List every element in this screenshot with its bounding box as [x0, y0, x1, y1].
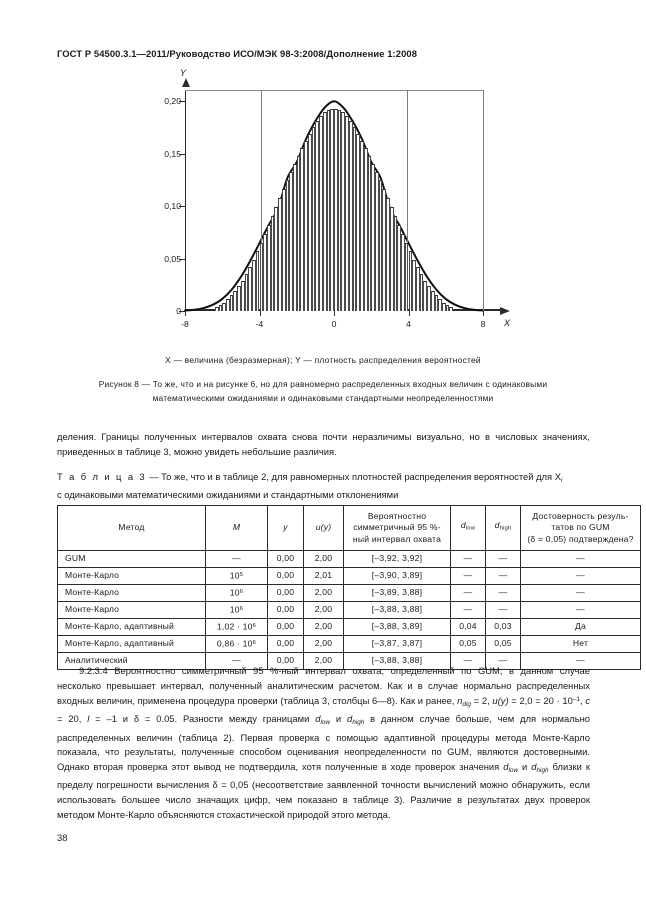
x-tick-mark [483, 311, 484, 316]
x-tick-mark [185, 311, 186, 316]
cell-gum-valid: — [521, 585, 641, 602]
formula-4: = $2,0 = 20 \cdot 10^{-1}$ [508, 695, 580, 707]
table-title [57, 470, 590, 503]
y-tick-label: 0 [176, 306, 181, 316]
table-head [58, 506, 641, 551]
cell-interval: [–3,92, 3,92] [344, 551, 451, 568]
cell-d-high: — [486, 551, 521, 568]
cell-gum-valid: — [521, 551, 641, 568]
cell-interval: [–3,89, 3,88] [344, 585, 451, 602]
table-body [58, 551, 641, 670]
cell-y: 0,00 [268, 619, 304, 636]
cell-M: $10^6$ [206, 585, 268, 602]
section-number: 9.2.3.4 [79, 665, 108, 676]
symbol-l: l [87, 713, 90, 725]
cell-method: Аналитический [58, 653, 206, 670]
table-title-line2: с одинаковыми математическими ожиданиями и стандартными отклонениями [57, 489, 399, 501]
section-text-a: Вероятностно симметричный 95 %-ный интервал охвата, определенный по GUM, в данном случае несколько превышает интервал, полученный аналитическим расчетом. Как и в случае нормально распределенных входных величин, применена процедура проверки (таблица 3, столбцы 6—8). Как и ранее, [57, 665, 590, 707]
plot-top-rule [185, 90, 483, 91]
x-tick-label: 8 [480, 319, 486, 329]
cell-uy: 2,00 [304, 619, 344, 636]
x-tick-label: -8 [181, 319, 189, 329]
cell-d-high: — [486, 653, 521, 670]
table-row [58, 585, 641, 602]
cell-gum-valid: — [521, 602, 641, 619]
symbol-ndig: $n_{dig}$ [457, 695, 471, 708]
formula-14: и [518, 761, 532, 772]
cell-M: — [206, 653, 268, 670]
table-title-rest: — То же, что и в таблице 2, для равномерных плотностей распределения вероятностей для X [146, 471, 561, 482]
plot-area [164, 68, 510, 329]
figure-legend: X — величина (безразмерная); Y — плотность распределения вероятностей [165, 355, 481, 365]
figure-caption: Рисунок 8 — То же, что и на рисунке 6, но для равномерно распределенных входных величин с одинаковыми математическими ожиданиями и одинаковыми стандартными неопределенностями [98, 379, 548, 403]
cell-M: — [206, 551, 268, 568]
symbol-dhigh-2: $d_{high}$ [531, 761, 549, 774]
cell-uy: 2,00 [304, 636, 344, 653]
cell-method: Монте-Карло [58, 602, 206, 619]
cell-d-high: 0,05 [486, 636, 521, 653]
table-row [58, 636, 641, 653]
cell-d-high: — [486, 568, 521, 585]
cell-d-low: — [451, 585, 486, 602]
col-header-method: Метод [58, 506, 206, 551]
cell-interval: [–3,88, 3,89] [344, 619, 451, 636]
col-header-d-low: $d_{low}$ [451, 506, 486, 551]
cell-d-low: — [451, 551, 486, 568]
y-axis-label: Y [180, 68, 187, 78]
cell-uy: 2,00 [304, 551, 344, 568]
x-tick-mark [260, 311, 261, 316]
cell-interval: [–3,88, 3,88] [344, 653, 451, 670]
cell-method: Монте-Карло [58, 585, 206, 602]
formula-11: и [330, 713, 347, 725]
col-header-uy: u(y) [304, 506, 344, 551]
cell-method: Монте-Карло, адаптивный [58, 619, 206, 636]
y-tick-label: 0,05 [164, 253, 181, 264]
cell-method: GUM [58, 551, 206, 568]
section-text-c: близки к пределу погрешности вычисления δ = 0,05 (несоответствие заявленной точности вычислений можно обнаружить, если использовать большее число значащих цифр, чем показано в таблице 3). Различие в результатах двух проверок методом Монте-Карло объясняются стохастической природой этого метода. [57, 761, 590, 820]
col-header-d-high: $d_{high}$ [486, 506, 521, 551]
histogram-bar [449, 307, 453, 311]
coverage-interval-line [483, 90, 484, 311]
cell-d-high: — [486, 602, 521, 619]
formula-2: = 2, [470, 695, 493, 707]
col-header-M: M [206, 506, 268, 551]
cell-method: Монте-Карло [58, 568, 206, 585]
results-table [57, 505, 641, 670]
y-tick-label: 0,20 [164, 96, 181, 107]
paragraph-intro [57, 430, 590, 459]
cell-y: 0,00 [268, 568, 304, 585]
table-row [58, 568, 641, 585]
cell-d-low: 0,05 [451, 636, 486, 653]
table-3 [57, 505, 634, 670]
formula-5: , [579, 695, 586, 707]
cell-d-low: — [451, 653, 486, 670]
cell-interval: [–3,87, 3,87] [344, 636, 451, 653]
symbol-uy: u(y) [492, 695, 509, 707]
table-row [58, 602, 641, 619]
page-number: 38 [57, 832, 68, 843]
cell-uy: 2,00 [304, 585, 344, 602]
table-title-subscript: i [560, 476, 563, 484]
cell-gum-valid: — [521, 568, 641, 585]
formula-7: = 20, [57, 713, 88, 725]
y-axis-arrow-icon [182, 78, 190, 87]
cell-M: $10^5$ [206, 568, 268, 585]
cell-d-low: — [451, 602, 486, 619]
col-header-interval: Вероятностно симметричный 95 %-ный интервал охвата [344, 506, 451, 551]
paragraph-intro-line1: деления. Границы полученных интервалов охвата снова почти неразличимы визуально, но в числовых [57, 431, 538, 442]
cell-d-high: 0,03 [486, 619, 521, 636]
paragraph-9234 [57, 664, 590, 822]
cell-method: Монте-Карло, адаптивный [58, 636, 206, 653]
symbol-dhigh-1: $d_{high}$ [346, 713, 365, 727]
table-title-prefix: Т а б л и ц а 3 [57, 471, 147, 482]
cell-uy: 2,01 [304, 568, 344, 585]
cell-d-low: 0,04 [451, 619, 486, 636]
x-tick-label: 4 [406, 319, 411, 329]
cell-uy: 2,00 [304, 602, 344, 619]
running-head: ГОСТ Р 54500.3.1—2011/Руководство ИСО/МЭК 98-3:2008/Дополнение 1:2008 [57, 48, 418, 59]
x-tick-label: -4 [255, 319, 264, 329]
col-header-y: y [268, 506, 304, 551]
cell-y: 0,00 [268, 551, 304, 568]
y-tick-label: 0,10 [164, 201, 181, 212]
symbol-dlow-2: $d_{low}$ [503, 761, 519, 774]
cell-d-high: — [486, 585, 521, 602]
section-text-b: в данном случае больше, чем для нормально распределенных величин (таблица 2). Первая проверка с помощью адаптивной процедуры метода Монте-Карло показала, что результаты, полученные способом оценивания неопределенности по GUM, являются достоверными. Однако вторая проверка этот вывод не подтвердила, хотя полученные в ходе проверок значения [57, 713, 591, 772]
cell-gum-valid: — [521, 653, 641, 670]
col-header-gum-valid: Достоверность резуль- татов по GUM (δ = 0,05) подтверждена? [521, 506, 641, 551]
symbol-c: c [585, 695, 591, 707]
figure-8 [145, 68, 510, 338]
cell-gum-valid: Нет [521, 636, 641, 653]
formula-9: = –1 и δ = 0.05. Разности между границами [89, 713, 316, 725]
symbol-dlow-1: $d_{low}$ [315, 713, 331, 727]
cell-interval: [–3,88, 3,88] [344, 602, 451, 619]
cell-d-low: — [451, 568, 486, 585]
x-tick-label: 0 [331, 319, 337, 329]
paragraph-intro-line2: значениях, приведенных в таблице 3, можно увидеть небольшие различия. [57, 431, 590, 457]
cell-gum-valid: Да [521, 619, 641, 636]
x-tick-mark [409, 311, 410, 316]
cell-y: 0,00 [268, 653, 304, 670]
cell-M: $10^6$ [206, 602, 268, 619]
table-row [58, 551, 641, 568]
cell-y: 0,00 [268, 636, 304, 653]
cell-M: $1,02 \cdot 10^6$ [206, 619, 268, 636]
x-axis-label: X [503, 318, 510, 328]
cell-y: 0,00 [268, 585, 304, 602]
x-axis-arrow-icon [500, 307, 510, 315]
x-tick-mark [334, 311, 335, 316]
cell-interval: [–3,90, 3,89] [344, 568, 451, 585]
cell-M: $0,86 \cdot 10^6$ [206, 636, 268, 653]
y-tick-label: 0,15 [164, 148, 181, 159]
table-row [58, 619, 641, 636]
cell-y: 0,00 [268, 602, 304, 619]
cell-uy: 2,00 [304, 653, 344, 670]
table-header-row [58, 506, 641, 551]
